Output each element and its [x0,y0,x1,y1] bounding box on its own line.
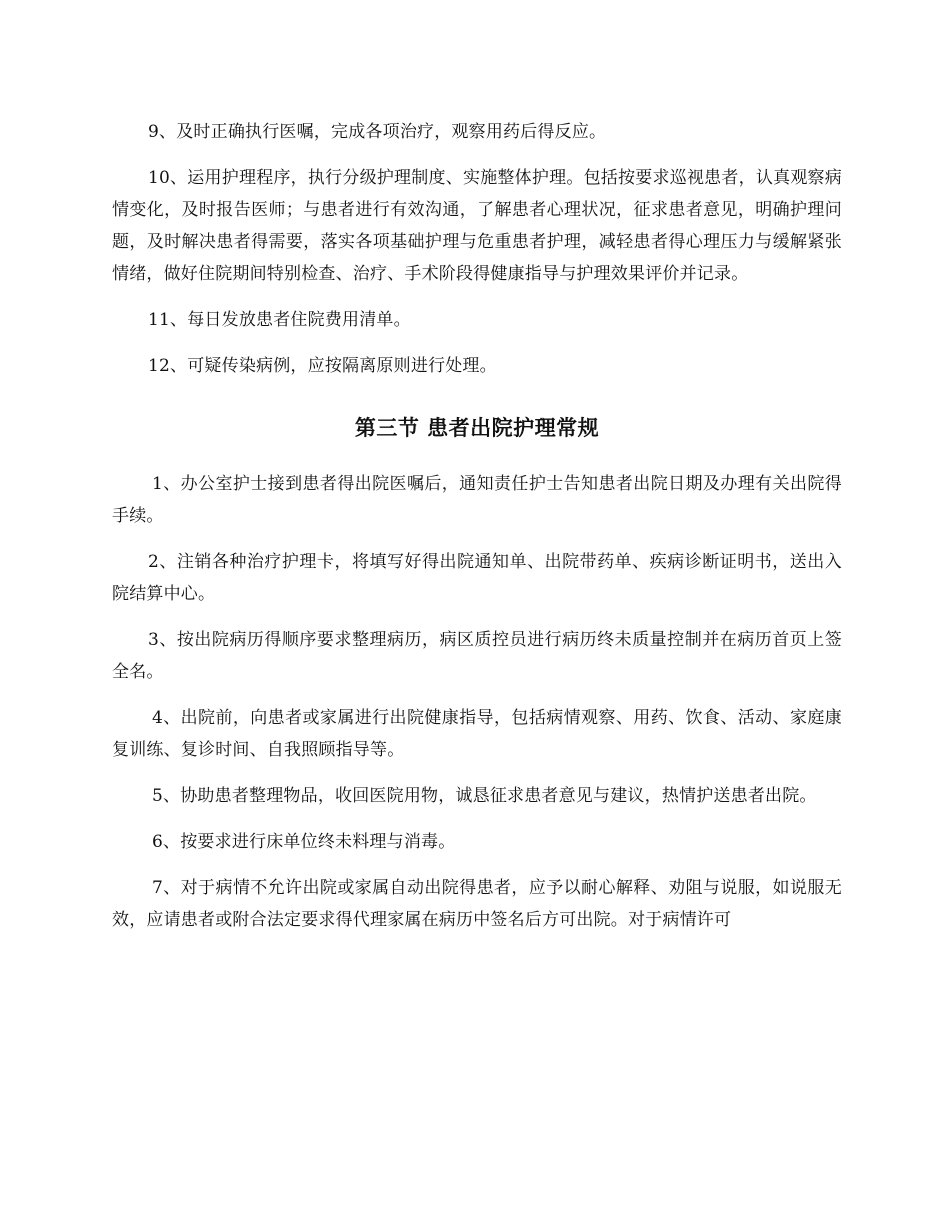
section-heading: 第三节 患者出院护理常规 [354,416,600,440]
paragraph-item-2: 2、注销各种治疗护理卡，将填写好得出院通知单、出院带药单、疾病诊断证明书，送出入院结算中心。 [112,552,842,604]
paragraph-item-6: 6、按要求进行床单位终未料理与消毒。 [152,832,456,852]
paragraph-item-1: 1、办公室护士接到患者得出院医嘱后，通知责任护士告知患者出院日期及办理有关出院得手续。 [112,474,842,526]
document-body [112,116,842,950]
paragraph-item-11: 11、每日发放患者住院费用清单。 [148,310,411,330]
paragraph-item-3: 3、按出院病历得顺序要求整理病历，病区质控员进行病历终未质量控制并在病历首页上签全名。 [112,630,842,682]
paragraph-item-9: 9、及时正确执行医嘱，完成各项治疗，观察用药后得反应。 [148,122,607,142]
paragraph-item-12: 12、可疑传染病例，应按隔离原则进行处理。 [148,356,497,376]
paragraph-item-10: 10、运用护理程序，执行分级护理制度、实施整体护理。包括按要求巡视患者，认真观察病情变化，及时报告医师；与患者进行有效沟通，了解患者心理状况，征求患者意见，明确护理问题，及时解决患者得需要，落实各项基础护理与危重患者护理，减轻患者得心理压力与缓解紧张情绪，做好住院期间特别检查、治疗、手术阶段得健康指导与护理效果评价并记录。 [112,168,842,284]
paragraph-item-4: 4、出院前，向患者或家属进行出院健康指导，包括病情观察、用药、饮食、活动、家庭康复训练、复诊时间、自我照顾指导等。 [112,708,842,760]
paragraph-item-5: 5、协助患者整理物品，收回医院用物，诚恳征求患者意见与建议，热情护送患者出院。 [152,786,817,806]
paragraph-item-7: 7、对于病情不允许出院或家属自动出院得患者，应予以耐心解释、劝阻与说服，如说服无效，应请患者或附合法定要求得代理家属在病历中签名后方可出院。对于病情许可 [112,878,842,930]
